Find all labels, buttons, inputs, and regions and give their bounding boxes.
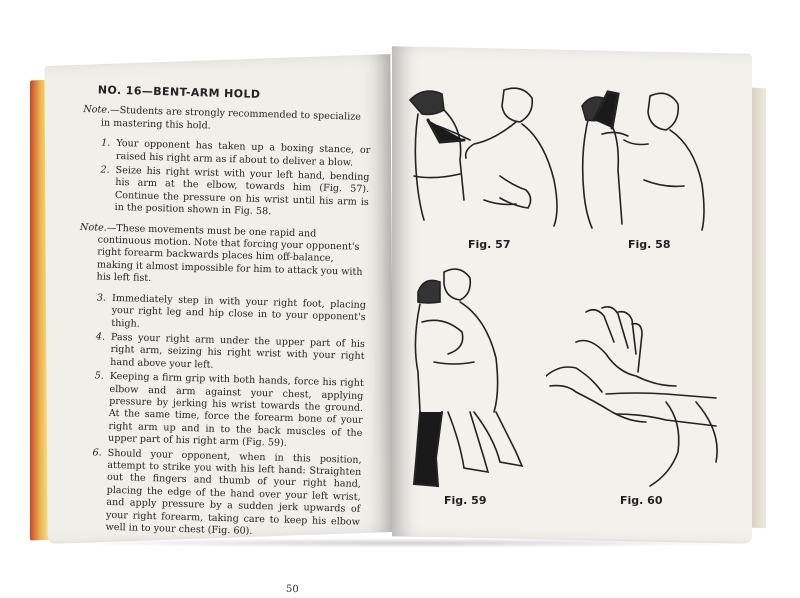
- figure-58-caption: Fig. 58: [628, 238, 671, 251]
- step-text: Pass your right arm under the upper part of his right arm, seizing his right wrist with your right hand above your left.: [110, 331, 365, 371]
- left-page-text: [72, 83, 372, 596]
- figure-59-illustration: [404, 262, 534, 492]
- note-2: [78, 222, 368, 292]
- page-stack-edge: [752, 88, 766, 528]
- note-text: —Students are strongly recommended to specialize in mastering this hold.: [100, 105, 362, 132]
- step-text: Keeping a firm grip with both hands, force his right elbow and arm against your chest, applying pressure by jerking his wrist towards the ground. At the same time, force the forearm bone of your right arm up and in to the back muscles of the upper part of his right arm (Fig. 59).: [107, 370, 364, 449]
- step-item: [77, 292, 366, 337]
- step-text: Immediately step in with your right foot, placing your right leg and hip close in to your opponent's thigh.: [111, 292, 367, 330]
- figure-60-illustration: [546, 302, 722, 488]
- note-1: [83, 104, 372, 137]
- step-text: Should your opponent, when in this position, attempt to strike you with his left hand: Straighten out the fingers and thumb of your right hand, placing the edge of the hand over your left wrist, and apply pressure by a sudden jerk upwards of your right forearm, taking care to keep his elbow well in to your chest (Fig. 60).: [105, 447, 362, 537]
- figure-60-caption: Fig. 60: [620, 494, 663, 507]
- steps-list-a: [80, 137, 370, 221]
- figure-57-illustration: [404, 80, 572, 230]
- step-number: 5.: [94, 370, 105, 382]
- step-text: Seize his right wrist with your left hand, bending his arm at the elbow, towards him (Fig. 57). Continue the pressure on his wrist until his arm is in the position shown in Fig. 58.: [114, 164, 370, 218]
- step-item: [74, 370, 364, 452]
- note-label: Note.: [79, 221, 107, 234]
- step-item: [76, 331, 365, 376]
- step-item: [80, 164, 369, 222]
- page-number: 50: [285, 583, 299, 596]
- note-text: —These movements must be one rapid and continuous motion. Note that forcing your opponent's right forearm backwards places him off-balance, making it almost impossible for him to attack you with his left fist.: [96, 222, 363, 285]
- step-number: 6.: [92, 446, 102, 459]
- section-heading: NO. 16—BENT-ARM HOLD: [97, 83, 261, 101]
- figure-57-caption: Fig. 57: [468, 238, 511, 251]
- figure-59-caption: Fig. 59: [444, 494, 487, 507]
- note-label: Note.: [83, 104, 111, 117]
- step-text: Your opponent has taken up a boxing stance, or raised his right arm as if about to deliver a blow.: [115, 138, 371, 169]
- step-number: 1.: [101, 137, 111, 149]
- step-number: 4.: [95, 331, 106, 343]
- figure-58-illustration: [574, 84, 724, 234]
- step-number: 3.: [96, 292, 107, 304]
- book-shadow: [60, 538, 760, 548]
- steps-list-b: [71, 292, 366, 542]
- step-number: 2.: [100, 164, 110, 176]
- step-item: [71, 446, 361, 541]
